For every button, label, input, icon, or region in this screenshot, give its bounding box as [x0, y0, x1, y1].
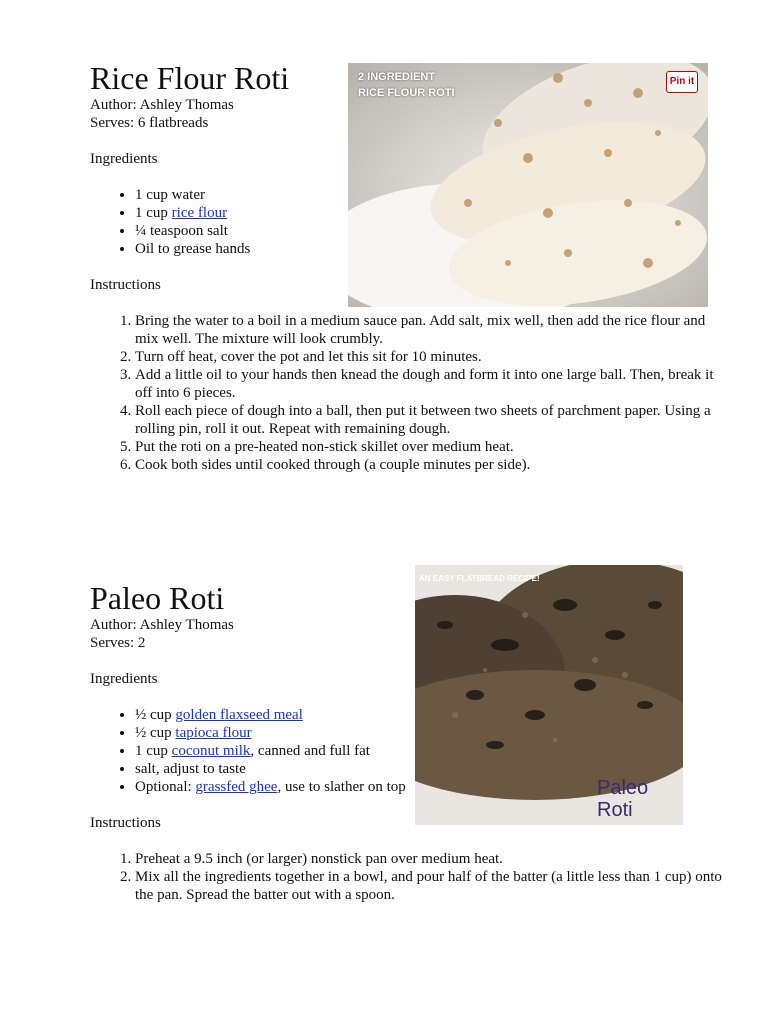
- instructions-list: [90, 312, 730, 474]
- ingredient-item: • 1 cup water: [135, 186, 730, 204]
- ingredients-label: Ingredients: [90, 151, 158, 167]
- pin-it-button[interactable]: Pin it: [666, 71, 698, 93]
- instructions-label: Instructions: [90, 815, 161, 831]
- photo-caption: 2 INGREDIENT RICE FLOUR ROTI: [358, 71, 455, 99]
- instruction-step: 2. Turn off heat, cover the pot and let this sit for 10 minutes.: [135, 348, 730, 366]
- recipe-author: Author: Ashley Thomas: [90, 97, 234, 113]
- rice-flour-roti-photo: [348, 63, 708, 307]
- photo-caption-top: AN EASY FLATBREAD RECIPE!: [419, 574, 540, 583]
- ingredient-item: • ½ cup golden flaxseed meal: [135, 706, 730, 724]
- recipe-title: Paleo Roti: [90, 580, 225, 616]
- ingredient-link-tapioca-flour[interactable]: tapioca flour: [175, 725, 252, 741]
- paleo-roti-photo: [415, 565, 683, 825]
- instruction-step: 2. Mix all the ingredients together in a bowl, and pour half of the batter (a little less than 1 cup) onto the pan. Spread the batter out with a spoon.: [135, 868, 730, 904]
- instruction-step: 5. Put the roti on a pre-heated non-stick skillet over medium heat.: [135, 438, 730, 456]
- ingredient-item: • ½ cup tapioca flour: [135, 724, 730, 742]
- instructions-label: Instructions: [90, 277, 161, 293]
- instruction-step: 6. Cook both sides until cooked through (a couple minutes per side).: [135, 456, 730, 474]
- ingredient-item: • salt, adjust to taste: [135, 760, 730, 778]
- recipe-serves: Serves: 2: [90, 635, 146, 651]
- instruction-step: 1. Preheat a 9.5 inch (or larger) nonstick pan over medium heat.: [135, 850, 730, 868]
- ingredient-item: • 1 cup rice flour: [135, 204, 730, 222]
- instruction-step: 1. Bring the water to a boil in a medium sauce pan. Add salt, mix well, then add the rice flour and mix well. The mixture will look crumbly.: [135, 312, 730, 348]
- ingredient-link-flaxseed-meal[interactable]: golden flaxseed meal: [175, 707, 303, 723]
- instructions-list: [90, 850, 730, 904]
- instruction-step: 3. Add a little oil to your hands then knead the dough and form it into one large ball. Then, break it off into 6 pieces.: [135, 366, 730, 402]
- ingredient-item: • Oil to grease hands: [135, 240, 730, 258]
- ingredients-label: Ingredients: [90, 671, 158, 687]
- recipe-author: Author: Ashley Thomas: [90, 617, 234, 633]
- ingredient-link-rice-flour[interactable]: rice flour: [171, 205, 228, 221]
- ingredient-item: • 1 cup coconut milk, canned and full fat: [135, 742, 730, 760]
- photo-caption-title: Paleo Roti: [597, 777, 649, 821]
- ingredient-link-coconut-milk[interactable]: coconut milk: [171, 743, 251, 759]
- recipe-title: Rice Flour Roti: [90, 60, 290, 96]
- ingredient-link-grassfed-ghee[interactable]: grassfed ghee: [195, 779, 278, 795]
- instruction-step: 4. Roll each piece of dough into a ball, then put it between two sheets of parchment paper. Using a rolling pin, roll it out. Repeat with remaining dough.: [135, 402, 730, 438]
- ingredient-item: • ¼ teaspoon salt: [135, 222, 730, 240]
- recipe-serves: Serves: 6 flatbreads: [90, 115, 209, 131]
- ingredient-item: • Optional: grassfed ghee, use to slather on top: [135, 778, 730, 796]
